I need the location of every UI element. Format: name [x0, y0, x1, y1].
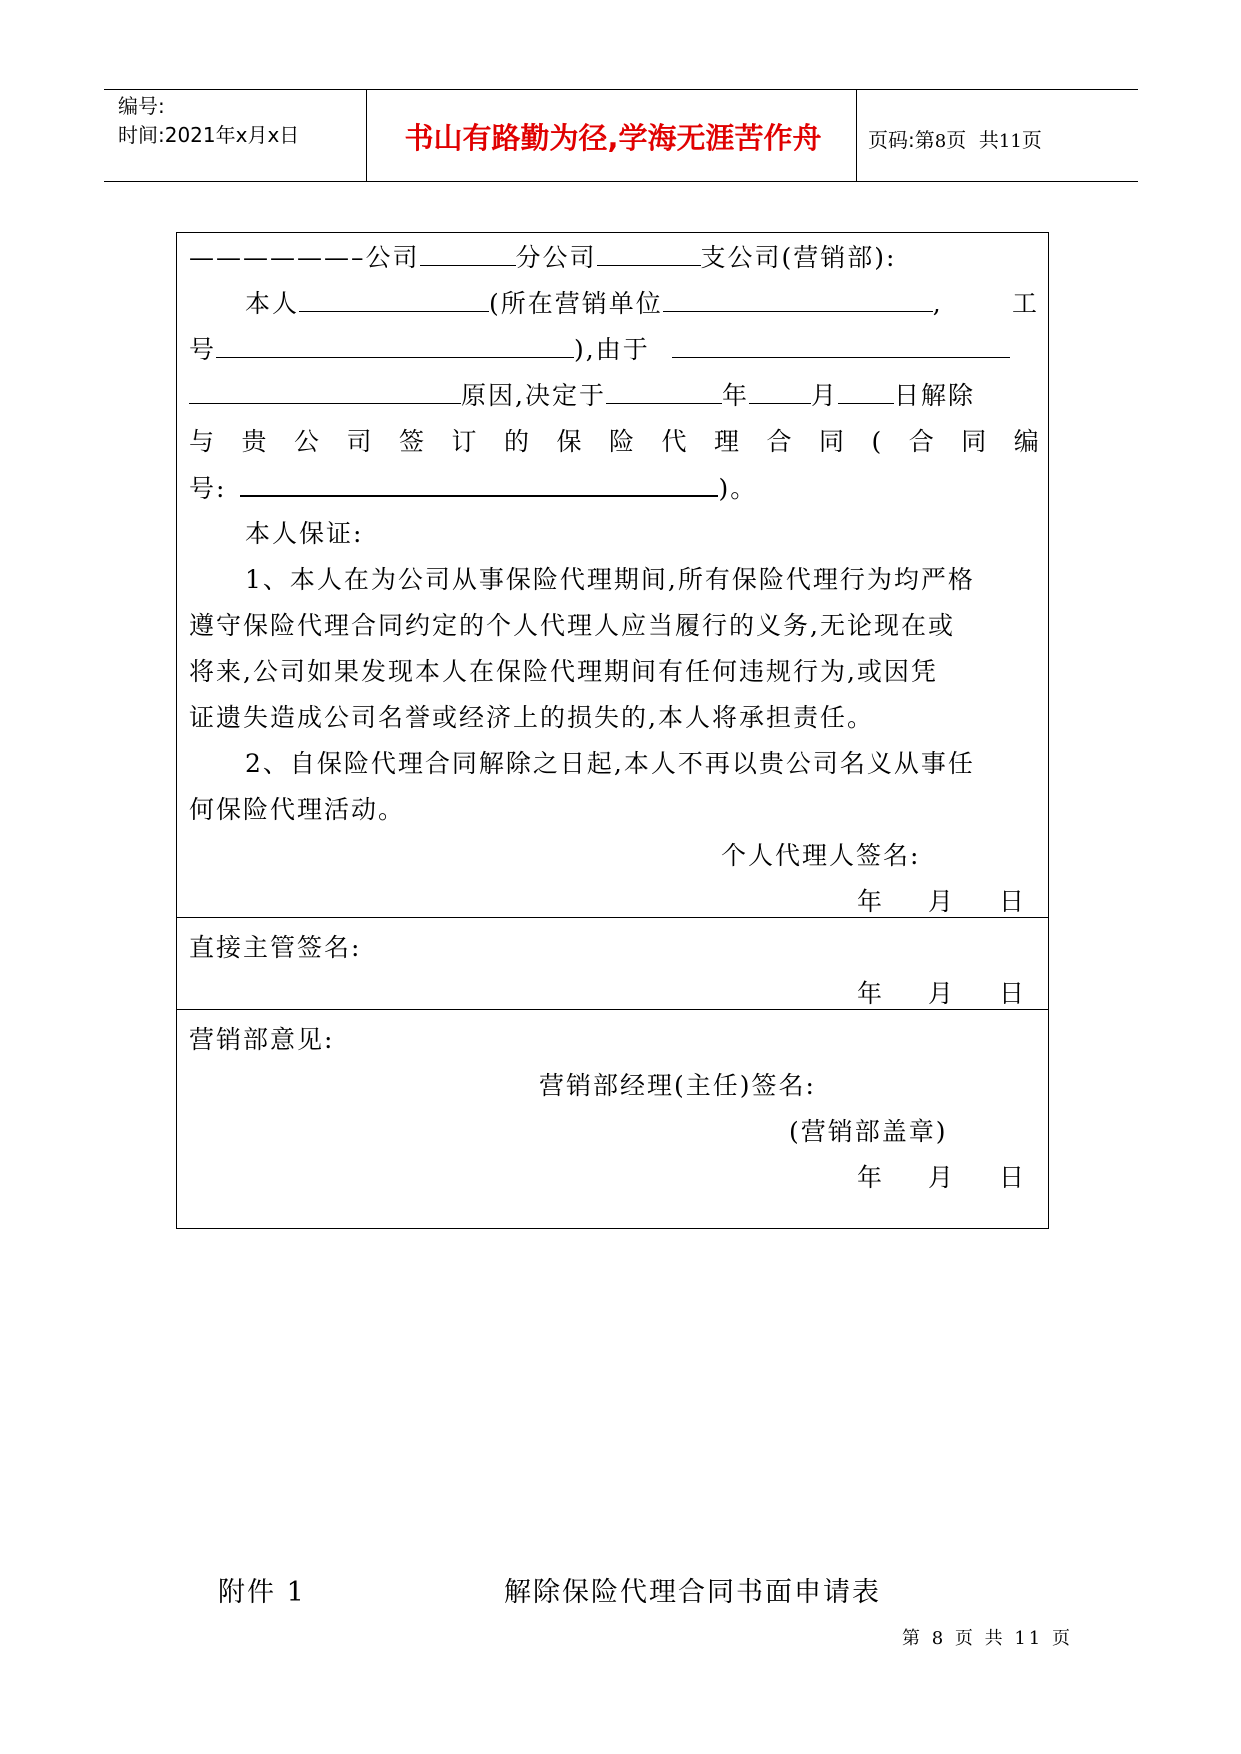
- day-label: 日: [999, 1163, 1027, 1192]
- header-top-rule: [104, 89, 1138, 90]
- agent-date: [857, 887, 1026, 917]
- employee-number-blank[interactable]: [216, 335, 574, 358]
- clause-1-line-3: 将来,公司如果发现本人在保险代理期间有任何违规行为,或因凭: [189, 657, 938, 686]
- line5-char: 同: [961, 427, 987, 456]
- clause-2-line-2: 何保险代理活动。: [189, 795, 406, 824]
- unit-blank[interactable]: [663, 289, 933, 312]
- branch-blank[interactable]: [420, 243, 516, 266]
- form-line-2: [189, 289, 1039, 319]
- row-divider-marketing: [177, 1009, 1048, 1010]
- header-meta: [118, 92, 299, 150]
- supervisor-signature-label: 直接主管签名:: [189, 933, 362, 962]
- because-label: ),由于: [574, 335, 650, 364]
- marketing-date: [857, 1163, 1026, 1193]
- row-divider-supervisor: [177, 917, 1048, 918]
- year-label: 年: [857, 887, 885, 916]
- marketing-seal-label: (营销部盖章): [789, 1117, 948, 1146]
- subbranch-blank[interactable]: [597, 243, 701, 266]
- agent-signature-label: 个人代理人签名:: [721, 841, 921, 870]
- time-label: 时间:2021年x月x日: [118, 123, 300, 147]
- contract-number-label: 号:: [189, 474, 227, 503]
- line5-char: 同: [819, 427, 845, 456]
- marketing-opinion-label: 营销部意见:: [189, 1025, 335, 1054]
- line5-char: 贵: [241, 427, 267, 456]
- month-label: 月: [928, 887, 956, 916]
- form-line-3: [189, 335, 1010, 365]
- header-motto: 书山有路勤为径,学海无涯苦作舟: [404, 121, 822, 155]
- year-label: 年: [857, 979, 885, 1008]
- page-footer: 第 8 页 共 11 页: [902, 1628, 1073, 1649]
- reason-blank-2[interactable]: [189, 381, 461, 404]
- reason-label: 原因,决定于: [461, 381, 606, 410]
- work-label: 工: [1011, 289, 1039, 318]
- company-label: 公司: [365, 243, 420, 272]
- subbranch-label: 支公司(营销部):: [700, 243, 897, 272]
- self-label: 本人: [245, 289, 300, 318]
- branch-label: 分公司: [515, 243, 597, 272]
- month-label: 月: [928, 1163, 956, 1192]
- form-line-5: [189, 427, 1039, 457]
- line5-char: 编: [1013, 427, 1039, 456]
- clause-1-line-2: 遵守保险代理合同约定的个人代理人应当履行的义务,无论现在或: [189, 611, 955, 640]
- month-label: 月: [928, 979, 956, 1008]
- year-label: 年: [721, 381, 749, 410]
- form-line-4: [189, 381, 975, 411]
- comma-label: ,: [932, 289, 943, 318]
- line5-char: 与: [189, 427, 215, 456]
- company-dashes: ——————–: [189, 243, 366, 272]
- line5-char: 合: [908, 427, 934, 456]
- form-line-6: [189, 473, 757, 504]
- page-total: 11: [998, 131, 1022, 152]
- contract-number-blank[interactable]: [240, 473, 718, 497]
- page-suffix: 页: [1021, 128, 1042, 152]
- clause-1-line-4: 证遗失造成公司名誉或经济上的损失的,本人将承担责任。: [189, 703, 874, 732]
- page-mid: 页 共: [946, 128, 999, 152]
- month-label: 月: [810, 381, 838, 410]
- line5-char: 合: [766, 427, 792, 456]
- day-label: 日: [999, 887, 1027, 916]
- application-form: [176, 232, 1049, 1229]
- terminate-label: 日解除: [893, 381, 975, 410]
- header-page-number: [868, 124, 1042, 153]
- line5-char: 司: [346, 427, 372, 456]
- unit-label: (所在营销单位: [489, 289, 663, 318]
- clause-2-line-1: 2、自保险代理合同解除之日起,本人不再以贵公司名义从事任: [245, 749, 975, 778]
- day-blank[interactable]: [838, 381, 894, 404]
- day-label: 日: [999, 979, 1027, 1008]
- guarantee-title: 本人保证:: [245, 519, 364, 548]
- contract-number-close: )。: [718, 474, 758, 503]
- form-line-1: [189, 243, 896, 273]
- line5-char: 险: [609, 427, 635, 456]
- reason-blank-1[interactable]: [672, 335, 1010, 358]
- attachment-label: 附件 1: [218, 1577, 306, 1608]
- month-blank[interactable]: [749, 381, 811, 404]
- line5-char: 理: [714, 427, 740, 456]
- line5-char: 签: [399, 427, 425, 456]
- number-label: 号: [189, 335, 217, 364]
- year-label: 年: [857, 1163, 885, 1192]
- line5-char: 的: [504, 427, 530, 456]
- year-blank[interactable]: [606, 381, 722, 404]
- line5-char: (: [871, 427, 882, 456]
- clause-1-line-1: 1、本人在为公司从事保险代理期间,所有保险代理行为均严格: [245, 565, 975, 594]
- page-prefix: 页码:第: [868, 128, 935, 152]
- header-divider-left: [366, 90, 367, 182]
- attachment-title: 解除保险代理合同书面申请表: [504, 1577, 881, 1608]
- line5-char: 订: [451, 427, 477, 456]
- supervisor-date: [857, 979, 1026, 1009]
- header-bottom-rule: [104, 181, 1138, 182]
- serial-label: 编号:: [118, 94, 165, 118]
- name-blank[interactable]: [299, 289, 489, 312]
- manager-signature-label: 营销部经理(主任)签名:: [539, 1071, 816, 1100]
- line5-char: 公: [294, 427, 320, 456]
- page-current: 8: [934, 131, 947, 152]
- line5-char: 保: [556, 427, 582, 456]
- line5-char: 代: [661, 427, 687, 456]
